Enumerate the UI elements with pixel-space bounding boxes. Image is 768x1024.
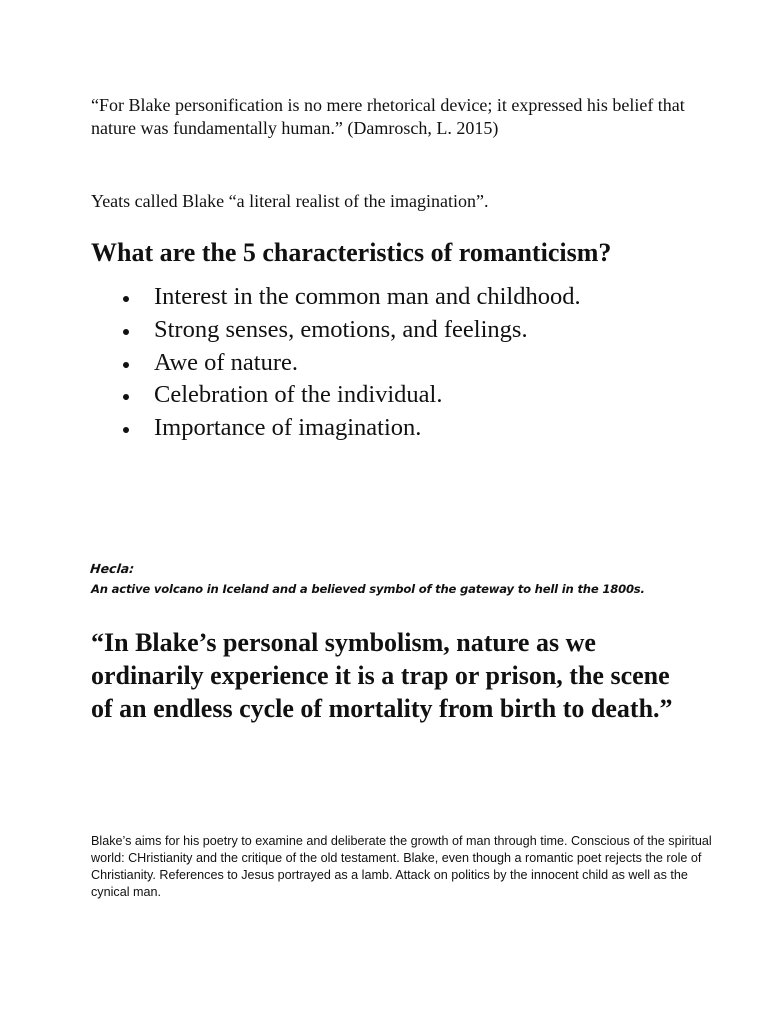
hecla-description: An active volcano in Iceland and a believed symbol of the gateway to hell in the 1800s. <box>91 582 645 596</box>
blake-aims-paragraph: Blake’s aims for his poetry to examine and deliberate the growth of man through time. Conscious of the spiritual world: CHristianity and the critique of the old testament. Blake, even though a romantic poet rejects the role of Christianity. References to Jesus portrayed as a lamb. Attack on politics by the innocent child as well as the cynical man. <box>91 834 712 899</box>
blake-symbolism-quote: “In Blake’s personal symbolism, nature as we ordinarily experience it is a trap or prison, the scene of an endless cycle of mortality from birth to death.” <box>91 628 673 723</box>
romanticism-heading: What are the 5 characteristics of romanticism? <box>91 238 612 267</box>
list-item <box>91 412 731 445</box>
bullet-icon <box>123 394 129 400</box>
list-item-text: Strong senses, emotions, and feelings. <box>154 315 528 343</box>
list-item-text: Celebration of the individual. <box>154 381 443 409</box>
bullet-icon <box>123 329 129 335</box>
yeats-quote: Yeats called Blake “a literal realist of the imagination”. <box>91 191 489 211</box>
bullet-icon <box>123 427 129 433</box>
list-item <box>91 314 731 347</box>
damrosch-quote: “For Blake personification is no mere rhetorical device; it expressed his belief that nature was fundamentally human.” (Damrosch, L. 2015) <box>91 95 685 138</box>
bullet-icon <box>123 296 129 302</box>
list-item-text: Importance of imagination. <box>154 414 422 442</box>
list-item <box>91 281 731 314</box>
hecla-title: Hecla: <box>89 561 136 576</box>
bullet-icon <box>123 362 129 368</box>
characteristics-list <box>91 281 731 445</box>
list-item <box>91 379 731 412</box>
list-item-text: Interest in the common man and childhood. <box>154 283 581 310</box>
list-item-text: Awe of nature. <box>154 348 299 376</box>
list-item <box>91 347 731 380</box>
